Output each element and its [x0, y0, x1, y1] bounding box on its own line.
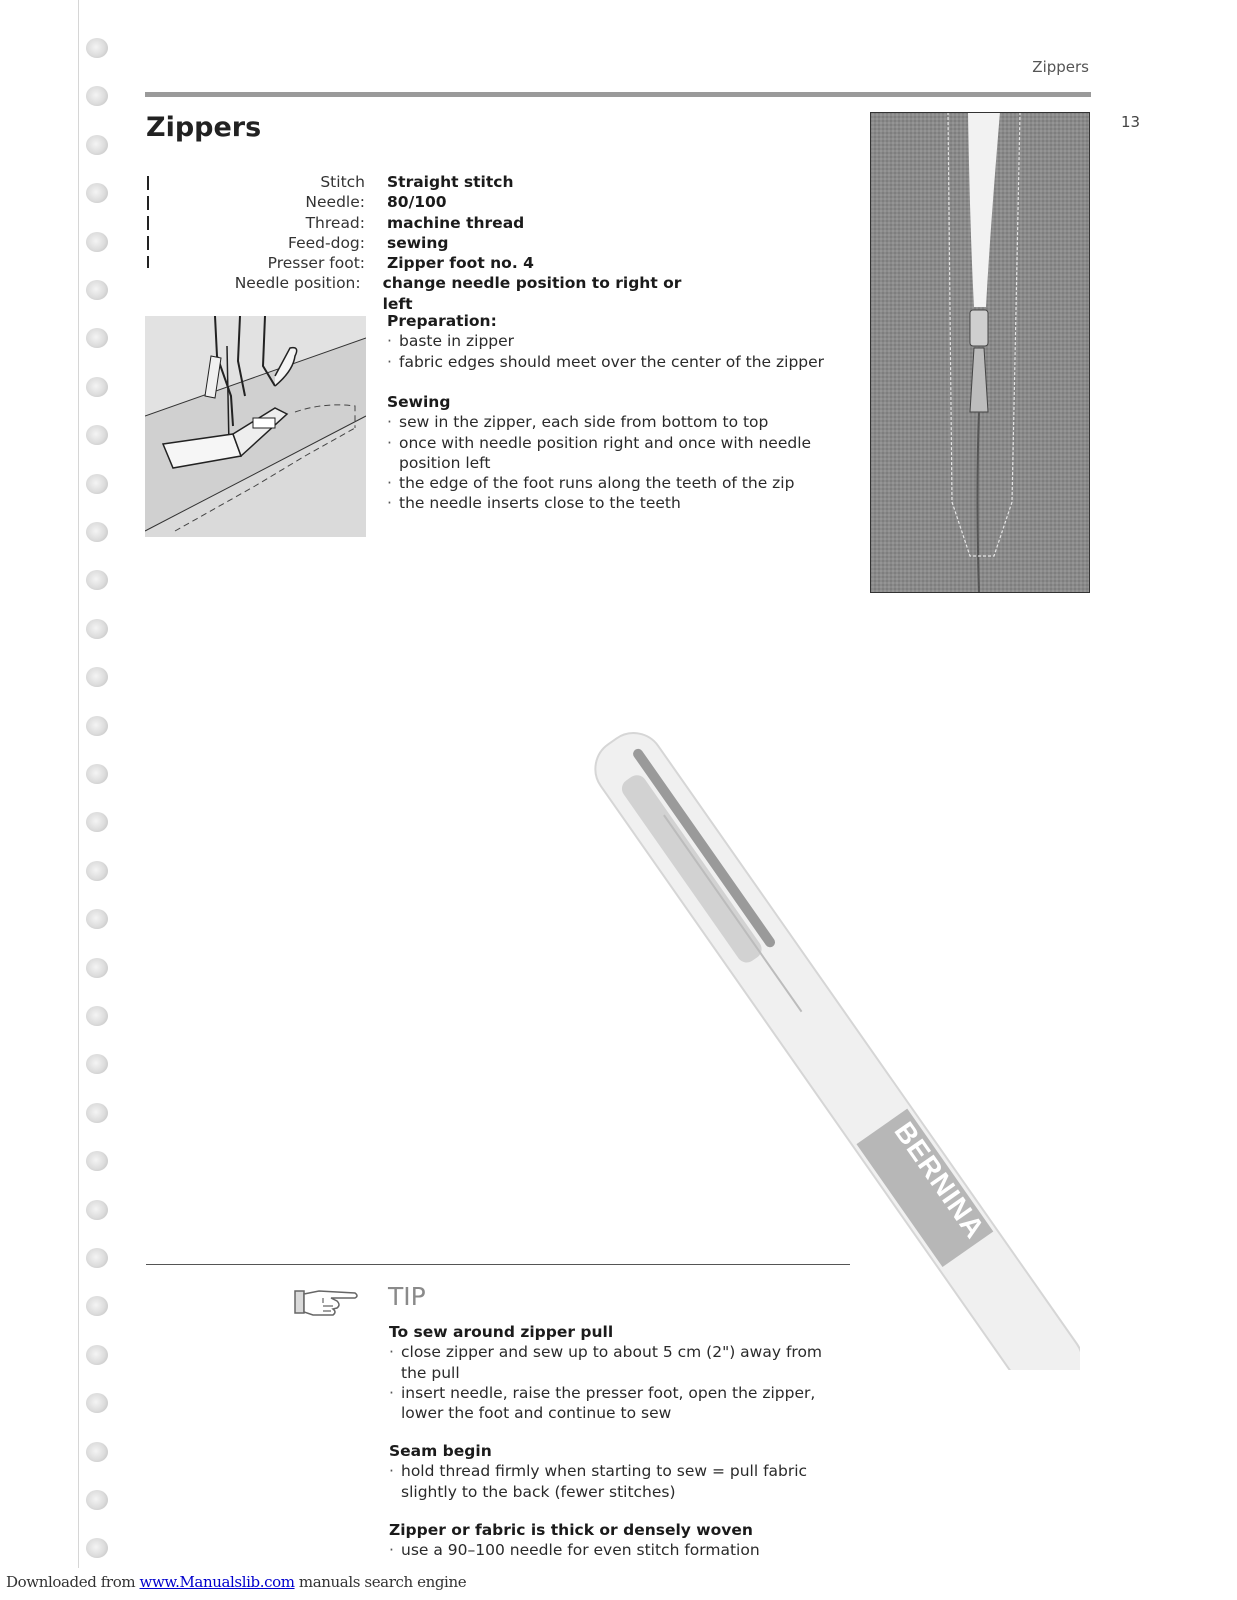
spec-value: Zipper foot no. 4	[387, 254, 534, 273]
preparation-section	[387, 311, 847, 372]
download-footer	[6, 1573, 466, 1591]
spec-label: Needle:	[305, 193, 365, 212]
tip-seam-begin-section	[389, 1441, 849, 1502]
running-head: Zippers	[1032, 58, 1089, 76]
binding-hole	[86, 619, 108, 639]
tip-thick-fabric-section	[389, 1520, 849, 1561]
spec-value: 80/100	[387, 193, 447, 212]
binding-hole	[86, 812, 108, 832]
binding-hole	[86, 667, 108, 687]
binding-hole	[86, 1442, 108, 1462]
footer-prefix: Downloaded from	[6, 1573, 140, 1591]
binding-hole	[86, 909, 108, 929]
binding-hole	[86, 1103, 108, 1123]
binding-hole	[86, 38, 108, 58]
spec-value: Straight stitch	[387, 173, 514, 191]
binding-hole	[86, 522, 108, 542]
binding-hole	[86, 1538, 108, 1558]
binding-hole	[86, 716, 108, 736]
binding-hole	[86, 1006, 108, 1026]
binding-hole	[86, 425, 108, 445]
spec-label: Feed-dog:	[288, 233, 365, 252]
spec-table	[150, 172, 710, 314]
spec-row-stitch	[150, 172, 710, 192]
spec-row-thread	[150, 213, 710, 233]
binding-hole	[86, 861, 108, 881]
pointing-hand-icon	[293, 1285, 359, 1319]
spec-label: Stitch	[320, 173, 365, 191]
spec-value: change needle position to right or left	[382, 274, 682, 313]
list-item: · insert needle, raise the presser foot, open the zipper, lower the foot and continue to sew	[389, 1383, 816, 1423]
binding-hole	[86, 1393, 108, 1413]
spec-row-feed-dog	[150, 233, 710, 253]
footer-suffix: manuals search engine	[294, 1573, 467, 1591]
binding-hole	[86, 183, 108, 203]
spec-label: Thread:	[305, 213, 365, 232]
spec-row-presser-foot	[150, 253, 710, 273]
tip-title: TIP	[388, 1282, 426, 1311]
binding-hole	[86, 1296, 108, 1316]
spec-value: machine thread	[387, 213, 525, 232]
page-title: Zippers	[146, 112, 262, 143]
tip-heading: To sew around zipper pull	[389, 1323, 614, 1341]
binding-hole	[86, 1151, 108, 1171]
pen-brand-label: BERNINA	[888, 1116, 991, 1245]
sewing-section	[387, 392, 847, 514]
spec-label: Needle position:	[234, 274, 361, 293]
binding-hole	[86, 1248, 108, 1268]
zipper-photo	[870, 112, 1090, 593]
header-rule	[145, 92, 1091, 97]
binding-hole	[86, 86, 108, 106]
binding-hole	[86, 1200, 108, 1220]
spec-row-needle	[150, 192, 710, 212]
change-bar	[147, 176, 149, 268]
list-item: · use a 90–100 needle for even stitch formation	[389, 1541, 760, 1560]
spec-label: Presser foot:	[267, 254, 365, 273]
binding-hole	[86, 377, 108, 397]
page-number: 13	[1121, 113, 1141, 131]
binding-hole	[86, 764, 108, 784]
binding-hole	[86, 1054, 108, 1074]
list-item: · the needle inserts close to the teeth	[387, 494, 681, 513]
binding-hole	[86, 135, 108, 155]
binding-hole	[86, 232, 108, 252]
page-edge-shadow	[78, 0, 79, 1568]
binding-hole	[86, 570, 108, 590]
binding-hole	[86, 958, 108, 978]
list-item: · once with needle position right and once with needle position left	[387, 433, 812, 472]
tip-heading: Seam begin	[389, 1442, 492, 1460]
spec-value: sewing	[387, 233, 449, 252]
tip-zipper-pull-section	[389, 1322, 849, 1423]
seam-ripper-pen-image	[560, 730, 1080, 1370]
list-item: · sew in the zipper, each side from bottom to top	[387, 413, 769, 432]
manualslib-link[interactable]: www.Manualslib.com	[139, 1573, 295, 1591]
binding-hole	[86, 1490, 108, 1510]
zipper-foot-illustration	[145, 316, 366, 537]
tip-divider	[146, 1264, 850, 1265]
binding-hole	[86, 474, 108, 494]
list-item: · fabric edges should meet over the center of the zipper	[387, 352, 825, 371]
binding-hole	[86, 280, 108, 300]
binding-hole	[86, 1345, 108, 1365]
preparation-heading: Preparation:	[387, 312, 497, 330]
sewing-heading: Sewing	[387, 393, 451, 411]
tip-heading: Zipper or fabric is thick or densely woven	[389, 1521, 753, 1539]
binding-hole	[86, 328, 108, 348]
list-item: · baste in zipper	[387, 332, 515, 351]
list-item: · hold thread firmly when starting to sew = pull fabric slightly to the back (fewer stitches)	[389, 1462, 808, 1501]
spec-row-needle-position	[150, 273, 710, 314]
list-item: · the edge of the foot runs along the teeth of the zip	[387, 474, 795, 493]
list-item: · close zipper and sew up to about 5 cm (2") away from the pull	[389, 1343, 823, 1382]
